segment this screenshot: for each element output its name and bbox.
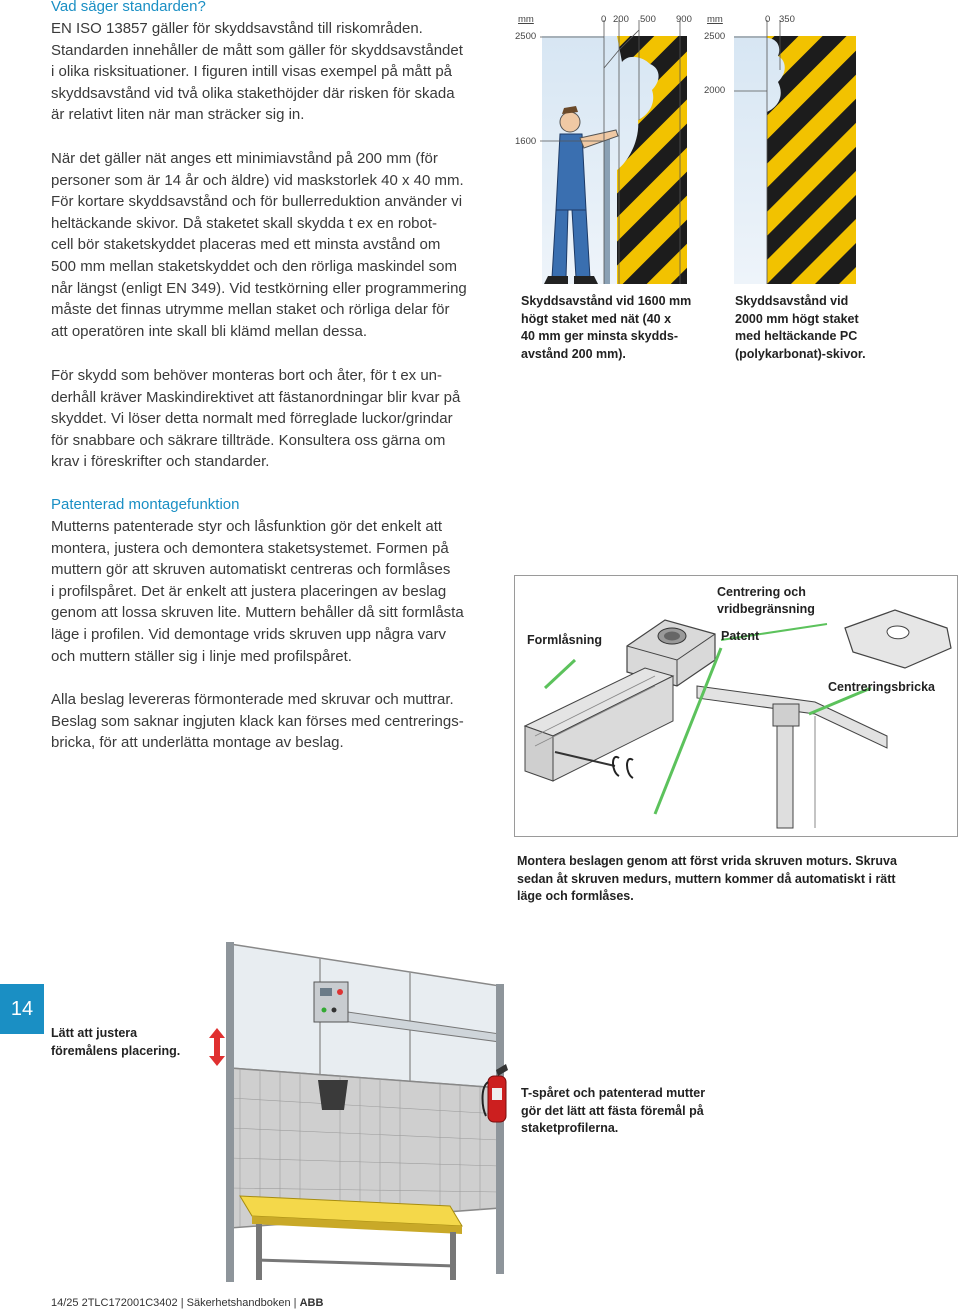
figure1-caption-right [735,293,955,363]
text-line: Standarden innehåller de mått som gäller för skyddsavståndet [51,41,463,59]
caption-line: gör det lätt att fästa föremål på [521,1103,704,1118]
text-line: Mutterns patenterade styr och låsfunktion gör det enkelt att [51,518,443,535]
left-unit-label: mm [518,14,534,25]
caption-line: läge och formlåses. [517,889,634,903]
label-centreringsbricka: Centreringsbricka [828,680,935,694]
left-height-fence-label: 1600 [515,136,537,147]
label-patent: Patent [721,629,760,643]
rotation-arrow-cw [627,759,633,778]
left-height-top-label: 2500 [515,31,537,42]
patent-paragraph [51,516,511,667]
figure3-caption-right [521,1085,761,1138]
left-dist-tick-200: 200 [613,14,629,25]
profile-frame-drawing [697,686,887,828]
footer-separator: | [180,1297,184,1309]
text-line: muttern gör att skruven automatiskt centreras och formlåses [51,561,451,579]
text-line: för snabbare och säkrare tillträde. Konsultera oss gärna om [51,431,446,449]
figure2-caption [517,853,957,906]
caption-line: avstånd 200 mm). [521,346,626,361]
text-line: krav i föreskrifter och standarder. [51,453,270,471]
text-line: i profilspåret. Det är enkelt att justera placeringen av beslag [51,582,447,600]
text-line: När det gäller nät anges ett minimiavstånd på 200 mm (för [51,150,438,167]
caption-line: (polykarbonat)-skivor. [735,346,866,361]
text-line: läge i profilen. Vid demontage vrids skruven upp några varv [51,625,446,643]
figure1-caption-left [521,293,726,363]
text-line: montera, justera och demontera staketsystemet. Formen på [51,539,449,557]
page-number-tab: 14 [0,984,44,1034]
caption-line: 40 mm ger minsta skydds- [521,329,679,343]
caption-line: Skyddsavstånd vid [735,294,849,308]
label-formlasning: Formlåsning [527,633,603,647]
text-line: når längst (enligt EN 349). Vid testkörning eller programmering [51,279,467,297]
text-line: Alla beslag levereras förmonterade med skruvar och muttrar. [51,691,454,708]
caption-line: T-spåret och patenterad mutter [521,1086,706,1100]
rotation-arrow-ccw [613,757,619,776]
intro-paragraph [51,18,511,126]
text-line: skyddsavstånd vid två olika stakethöjder där risken för skada [51,84,455,102]
left-fence-post [604,135,610,284]
machine-directive-paragraph [51,365,511,473]
caption-line: staketprofilerna. [521,1121,619,1135]
figure3-caption-left [51,1025,221,1060]
caption-line: sedan åt skruven medurs, muttern kommer då automatiskt i rätt [517,871,896,886]
text-line: För kortare skyddsavstånd och för bullerreduktion använder vi [51,193,463,211]
footer-brand: ABB [299,1297,324,1309]
footer-title: Säkerhetshandboken [186,1297,291,1309]
caption-line: med heltäckande PC [735,329,858,343]
text-line: Beslag som saknar ingjuten klack kan förses med centrerings- [51,712,464,730]
caption-line: högt staket med nät (40 x [521,311,672,326]
left-dist-tick-900: 900 [676,14,692,25]
text-line: cell bör staketskyddet placeras med ett minsta avstånd om [51,236,441,254]
label-centrering-line1: Centrering och [717,585,806,599]
label-centrering-line2: vridbegränsning [717,602,815,616]
section-heading-standard: Vad säger standarden? [51,0,206,15]
fittings-paragraph [51,689,511,754]
text-line: EN ISO 13857 gäller för skyddsavstånd till riskområden. [51,20,423,37]
text-line: måste det finnas utrymme mellan staket och rörliga delar för [51,301,450,319]
caption-line: Skyddsavstånd vid 1600 mm [521,294,692,308]
right-unit-label: mm [707,14,723,25]
bench [240,1196,462,1280]
text-line: att operatören inte skall bli klämd mellan dessa. [51,322,367,340]
caption-line: Lätt att justera [51,1026,138,1040]
caption-line: 2000 mm högt staket [735,311,859,326]
text-line: i olika risksituationer. I figuren intill visas exempel på mått på [51,63,453,81]
net-distance-paragraph [51,148,511,342]
control-box [314,982,348,1022]
text-line: skyddet. Vi löser detta normalt med förreglade luckor/grindar [51,410,453,428]
right-height-fence-label: 2000 [704,85,726,96]
left-dist-tick-500: 500 [640,14,656,25]
section-heading-patent: Patenterad montagefunktion [51,496,240,513]
footer-doc-id: 2TLC172001C3402 [81,1297,178,1309]
mounting-figure [514,575,958,837]
text-line: För skydd som behöver monteras bort och åter, för t ex un- [51,367,443,384]
caption-line: Montera beslagen genom att först vrida skruven moturs. Skruva [517,854,897,868]
safety-distance-figure [512,10,960,300]
workstation-figure [200,938,520,1288]
right-dist-tick-0: 0 [765,14,771,25]
centering-washer-drawing [845,610,951,668]
right-height-top-label: 2500 [704,31,726,42]
right-dist-tick-350: 350 [779,14,795,25]
text-line: personer som är 14 år och äldre) vid maskstorlek 40 x 40 mm. [51,171,464,189]
text-line: derhåll kräver Maskindirektivet att fästanordningar blir kvar på [51,388,461,406]
left-dist-tick-0: 0 [601,14,607,25]
caption-line: föremålens placering. [51,1043,181,1058]
text-line: heltäckande skivor. Då staketet skall skydda t ex en robot- [51,214,438,232]
footer-separator: | [293,1297,297,1309]
text-line: och muttern ställer sig i linje med profilspåret. [51,647,352,665]
text-line: bricka, för att underlätta montage av beslag. [51,734,344,752]
footer-page: 14/25 [51,1297,79,1309]
arrow-formlasning [545,660,575,688]
footer [51,1297,323,1309]
text-line: är relativt liten när man sträcker sig in. [51,106,305,124]
parts-bin [318,1080,348,1110]
text-line: genom att lossa skruven lite. Muttern behåller då sitt formlåsta [51,604,464,622]
text-line: 500 mm mellan staketskyddet och den rörliga maskindel som [51,257,458,275]
